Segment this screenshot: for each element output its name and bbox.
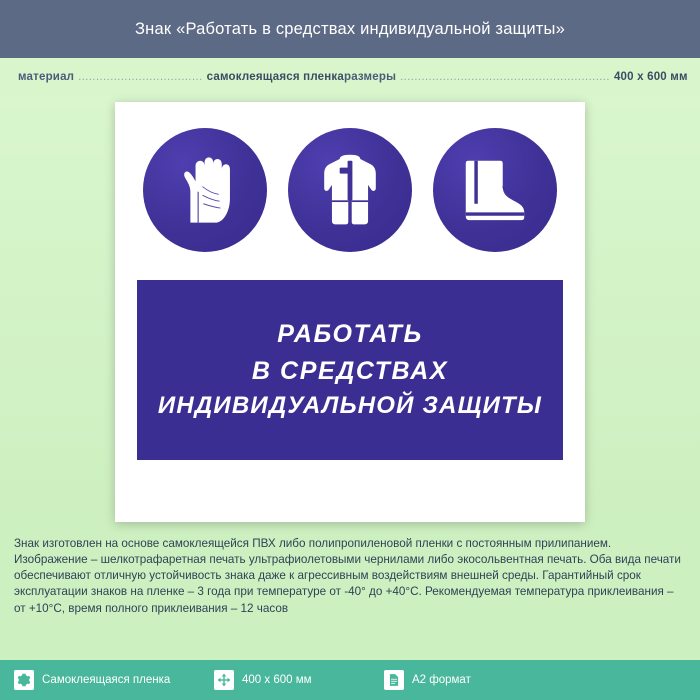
spec-material-value: самоклеящаяся пленка	[206, 71, 344, 83]
pictogram-row	[137, 128, 563, 252]
footer-bar	[0, 660, 700, 700]
spec-material	[18, 71, 344, 83]
footer-item-size[interactable]	[214, 670, 374, 690]
sign-text-plate	[137, 280, 563, 460]
footer-item-format[interactable]	[384, 670, 471, 690]
resize-arrows-icon	[214, 670, 234, 690]
spec-size-label: размеры	[343, 71, 397, 83]
protective-gloves-icon	[143, 128, 267, 252]
document-icon	[384, 670, 404, 690]
safety-sign-card	[115, 102, 585, 522]
protective-boot-icon	[433, 128, 557, 252]
spec-size	[344, 71, 688, 83]
description-text: Знак изготовлен на основе самоклеящейся ПВХ либо полипропиленовой пленки с постоянным прилипанием. Изображение – шелкотрафаретная печать ультрафиолетовыми чернилами либо экосольвентная печать. Оба вида печати обеспечивают отличную устойчивость знака даже к агрессивным воздействиям внешней среды. Гарантийный срок эксплуатации знаков на пленке – 3 года при температуре от -40° до +40°С. Рекомендуемая температура приклеивания – от +10°С, время полного приклеивания – 12 часов	[14, 537, 681, 615]
footer-size-label: 400 x 600 мм	[242, 674, 312, 686]
footer-material-label: Самоклеящаяся пленка	[42, 674, 171, 686]
footer-item-material[interactable]	[14, 670, 204, 690]
product-description	[0, 526, 700, 623]
gear-icon	[14, 670, 34, 690]
protective-coverall-icon	[288, 128, 412, 252]
page-header	[0, 0, 700, 58]
spec-material-dots: ...................................	[78, 71, 203, 83]
sign-text-line-3: ИНДИВИДУАЛЬНОЙ ЗАЩИТЫ	[157, 391, 543, 419]
sign-preview-stage	[0, 96, 700, 526]
sign-text-line-1: РАБОТАТЬ	[277, 320, 423, 349]
page-title: Знак «Работать в средствах индивидуальной защиты»	[135, 19, 565, 38]
spec-size-dots: ...........................................................	[400, 71, 610, 83]
sign-text-line-2: В СРЕДСТВАХ	[251, 356, 449, 385]
specification-bar	[0, 58, 700, 96]
spec-size-value: 400 x 600 мм	[613, 71, 688, 83]
footer-format-label: A2 формат	[412, 674, 471, 686]
spec-material-label: материал	[18, 71, 75, 83]
